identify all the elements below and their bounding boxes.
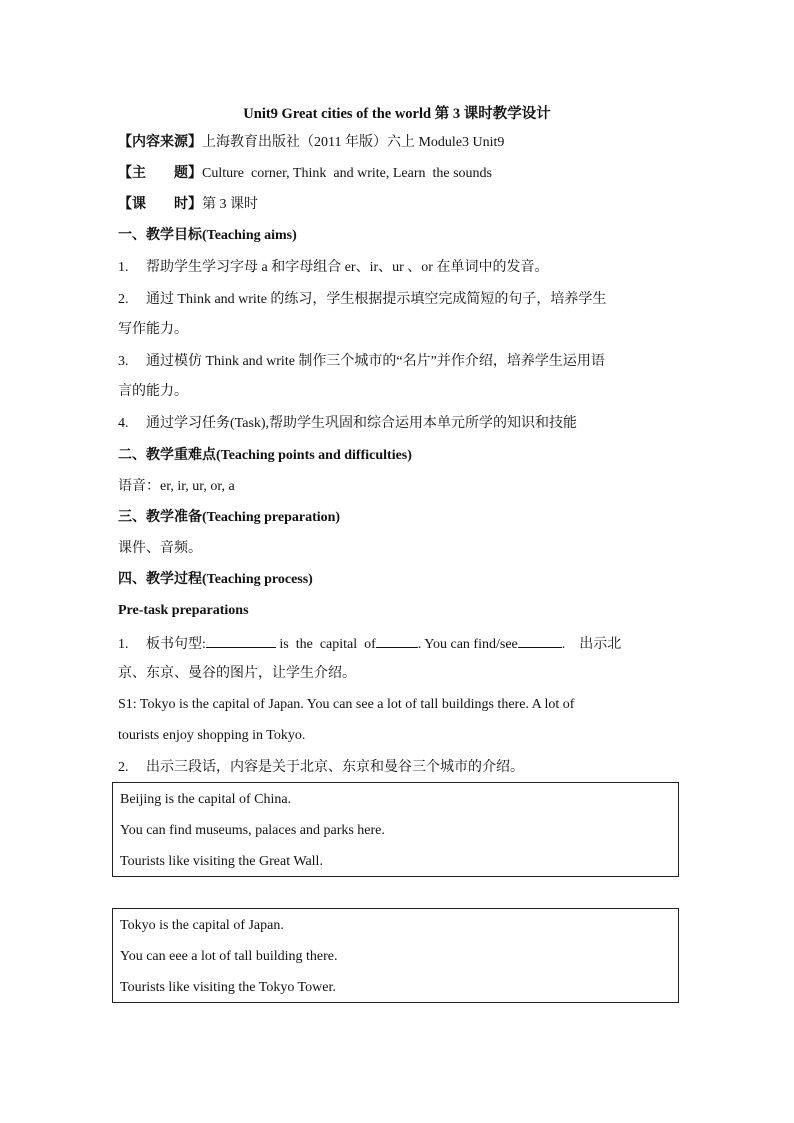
meta-topic-label: 【主 题】 <box>118 166 202 181</box>
fill-blank-1 <box>206 633 276 648</box>
aim-2-number: 2. <box>118 292 129 307</box>
box-tokyo-line-1: Tokyo is the capital of Japan. <box>120 918 284 933</box>
meta-topic-value: Culture corner, Think and write, Learn the sounds <box>202 166 492 181</box>
box-beijing-line-2: You can find museums, palaces and parks here. <box>120 823 385 838</box>
pretask-heading: Pre-task preparations <box>118 603 249 618</box>
preparation-heading: 三、教学准备(Teaching preparation) <box>118 510 341 525</box>
box-beijing-line-1: Beijing is the capital of China. <box>120 792 292 807</box>
meta-period-label: 【课 时】 <box>118 197 202 212</box>
step-2-number: 2. <box>118 760 129 775</box>
meta-topic <box>118 164 492 184</box>
text-box-beijing <box>112 782 679 877</box>
fill-blank-3 <box>518 633 562 648</box>
step-2 <box>118 758 524 778</box>
box-tokyo-line-2: You can eee a lot of tall building there. <box>120 949 338 964</box>
document-title: Unit9 Great cities of the world 第 3 课时教学设计 <box>243 106 551 122</box>
meta-period <box>118 195 258 215</box>
aim-2-line-1 <box>118 290 606 310</box>
fill-blank-2 <box>376 633 418 648</box>
key-points-text: 语音：er, ir, ur, or, a <box>118 479 235 494</box>
meta-source <box>118 133 504 153</box>
aim-1 <box>118 258 548 278</box>
aim-3-line-1 <box>118 352 605 372</box>
box-beijing-line-3: Tourists like visiting the Great Wall. <box>120 854 323 869</box>
s1-line-1: S1: Tokyo is the capital of Japan. You can see a lot of tall buildings there. A lot of <box>118 697 575 712</box>
aim-1-text: 帮助学生学习字母 a 和字母组合 er、ir、ur 、or 在单词中的发音。 <box>146 260 549 275</box>
step-1-part-c: . You can find/see <box>417 637 518 652</box>
aim-1-number: 1. <box>118 260 129 275</box>
meta-source-label: 【内容来源】 <box>118 135 202 150</box>
key-points-heading: 二、教学重难点(Teaching points and difficulties) <box>118 448 412 463</box>
step-1-line-1 <box>118 633 621 655</box>
aim-3-number: 3. <box>118 354 129 369</box>
step-1-part-d: . 出示北 <box>561 637 622 652</box>
text-box-tokyo <box>112 908 679 1003</box>
preparation-text: 课件、音频。 <box>118 541 202 556</box>
step-1-number: 1. <box>118 637 129 652</box>
s1-line-2: tourists enjoy shopping in Tokyo. <box>118 728 306 743</box>
step-1-line-2: 京、东京、曼谷的图片，让学生介绍。 <box>118 666 356 681</box>
process-heading: 四、教学过程(Teaching process) <box>118 572 313 587</box>
step-1-part-a: 板书句型: <box>146 637 206 652</box>
aim-2-text: 通过 Think and write 的练习，学生根据提示填空完成简短的句子，培养学生 <box>146 292 607 307</box>
aim-3-line-2: 言的能力。 <box>118 384 188 399</box>
meta-source-value: 上海教育出版社（2011 年版）六上 Module3 Unit9 <box>202 135 505 150</box>
aim-3-text: 通过模仿 Think and write 制作三个城市的“名片”并作介绍，培养学生运用语 <box>146 354 605 369</box>
aims-heading: 一、教学目标(Teaching aims) <box>118 228 297 243</box>
aim-2-line-2: 写作能力。 <box>118 322 188 337</box>
step-1-part-b: is the capital of <box>275 637 376 652</box>
meta-period-value: 第 3 课时 <box>202 197 258 212</box>
aim-4 <box>118 414 577 434</box>
aim-4-number: 4. <box>118 416 129 431</box>
aim-4-text: 通过学习任务(Task),帮助学生巩固和综合运用本单元所学的知识和技能 <box>146 416 578 431</box>
step-2-text: 出示三段话，内容是关于北京、东京和曼谷三个城市的介绍。 <box>146 760 524 775</box>
box-tokyo-line-3: Tourists like visiting the Tokyo Tower. <box>120 980 336 995</box>
